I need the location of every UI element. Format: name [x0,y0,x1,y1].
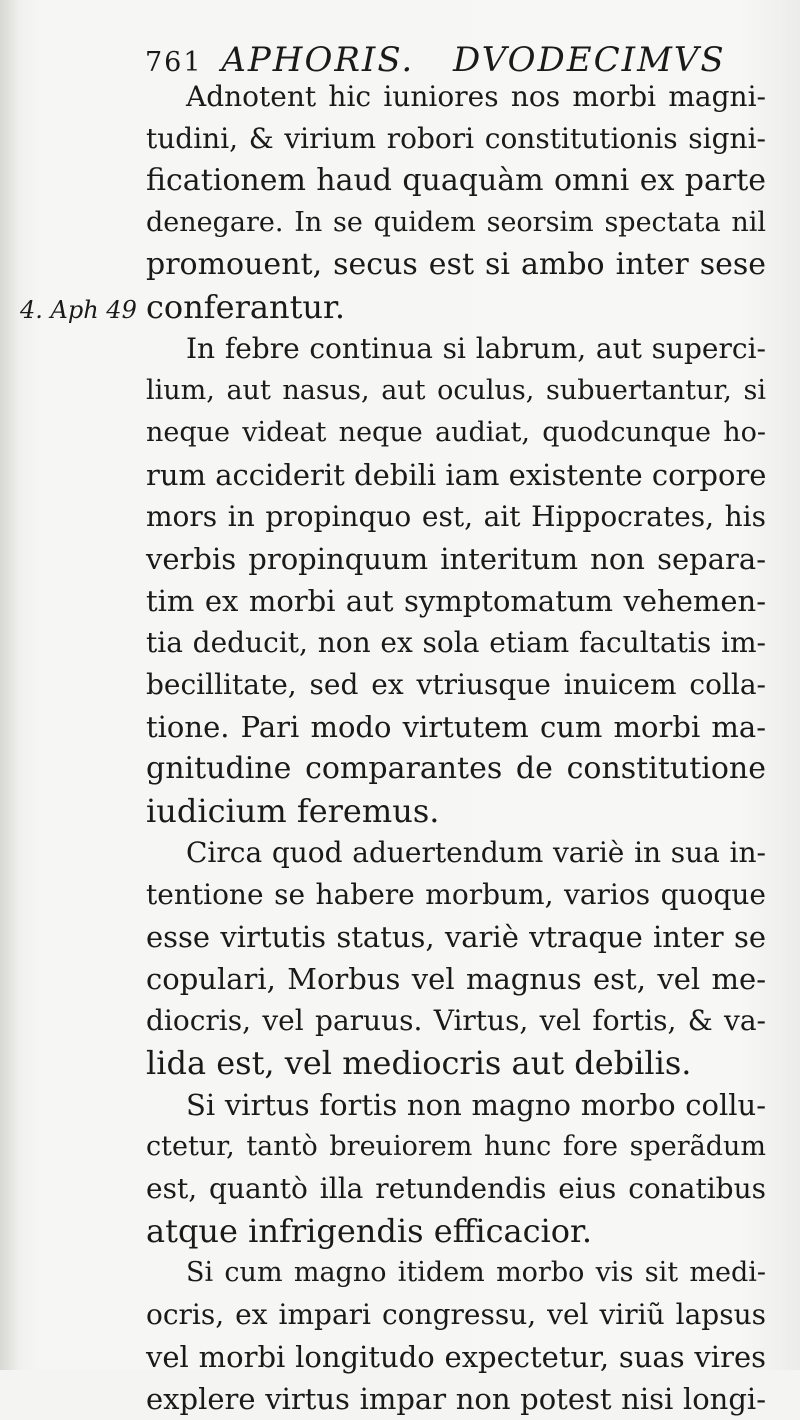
text-line: lida est, vel mediocris aut debilis. [146,1044,692,1082]
text-line: Si virtus fortis non magno morbo collu- [186,1088,766,1122]
body-text [146,76,766,1420]
text-line: ocris, ex impari congressu, vel viriũ lapsus [146,1298,766,1331]
page-gutter-shadow [0,0,18,1370]
text-line: tione. Pari modo virtutem cum morbi ma- [146,710,766,744]
text-line: vel morbi longitudo expectetur, suas vires [146,1340,766,1374]
text-line: Adnotent hic iuniores nos morbi magni- [186,80,766,113]
margin-reference-note: 4. Aph 49 [20,296,137,324]
text-line: tim ex morbi aut symptomatum vehemen- [146,584,766,618]
text-line: becillitate, sed ex vtriusque inuicem colla- [146,668,766,701]
text-line: iudicium feremus. [146,792,440,830]
text-line: Si cum magno itidem morbo vis sit medi- [186,1257,766,1288]
running-head-right-title: DVODECIMVS [453,40,726,80]
text-line: ficationem haud quaquàm omni ex parte [146,163,766,198]
text-line: verbis propinquum interitum non separa- [146,542,766,576]
text-line: In febre continua si labrum, aut superci- [186,332,766,365]
text-line: rum acciderit debili iam existente corpore [146,458,767,492]
text-line: est, quantò illa retundendis eius conatibus [146,1172,766,1205]
text-line: lium, aut nasus, aut oculus, subuertantur, si [146,375,766,406]
text-line: promouent, secus est si ambo inter sese [146,247,766,282]
running-head-left-title: APHORIS. [221,40,415,80]
text-line: atque infrigendis efficacior. [146,1212,592,1250]
text-line: copulari, Morbus vel magnus est, vel me- [146,962,766,996]
text-line: explere virtus impar non potest nisi longi- [146,1382,766,1416]
text-line: tudini, & virium robori constitutionis signi- [146,122,766,155]
text-line: denegare. In se quidem seorsim spectata nil [146,207,766,238]
text-line: tia deducit, non ex sola etiam facultatis im- [146,626,766,659]
text-line: Circa quod aduertendum variè in sua in- [186,836,766,869]
text-line: ctetur, tantò breuiorem hunc fore sperãdum [146,1131,766,1162]
text-line: neque videat neque audiat, quodcunque ho- [146,417,766,448]
text-line: gnitudine comparantes de constitutione [146,751,766,786]
text-line: diocris, vel paruus. Virtus, vel fortis, & va- [146,1004,766,1037]
text-line: tentione se habere morbum, varios quoque [146,878,766,911]
text-line: esse virtutis status, variè vtraque inter se [146,920,766,954]
text-line: conferantur. [146,288,345,326]
page-number: 761 [145,47,203,78]
text-line: mors in propinquo est, ait Hippocrates, his [146,500,766,533]
